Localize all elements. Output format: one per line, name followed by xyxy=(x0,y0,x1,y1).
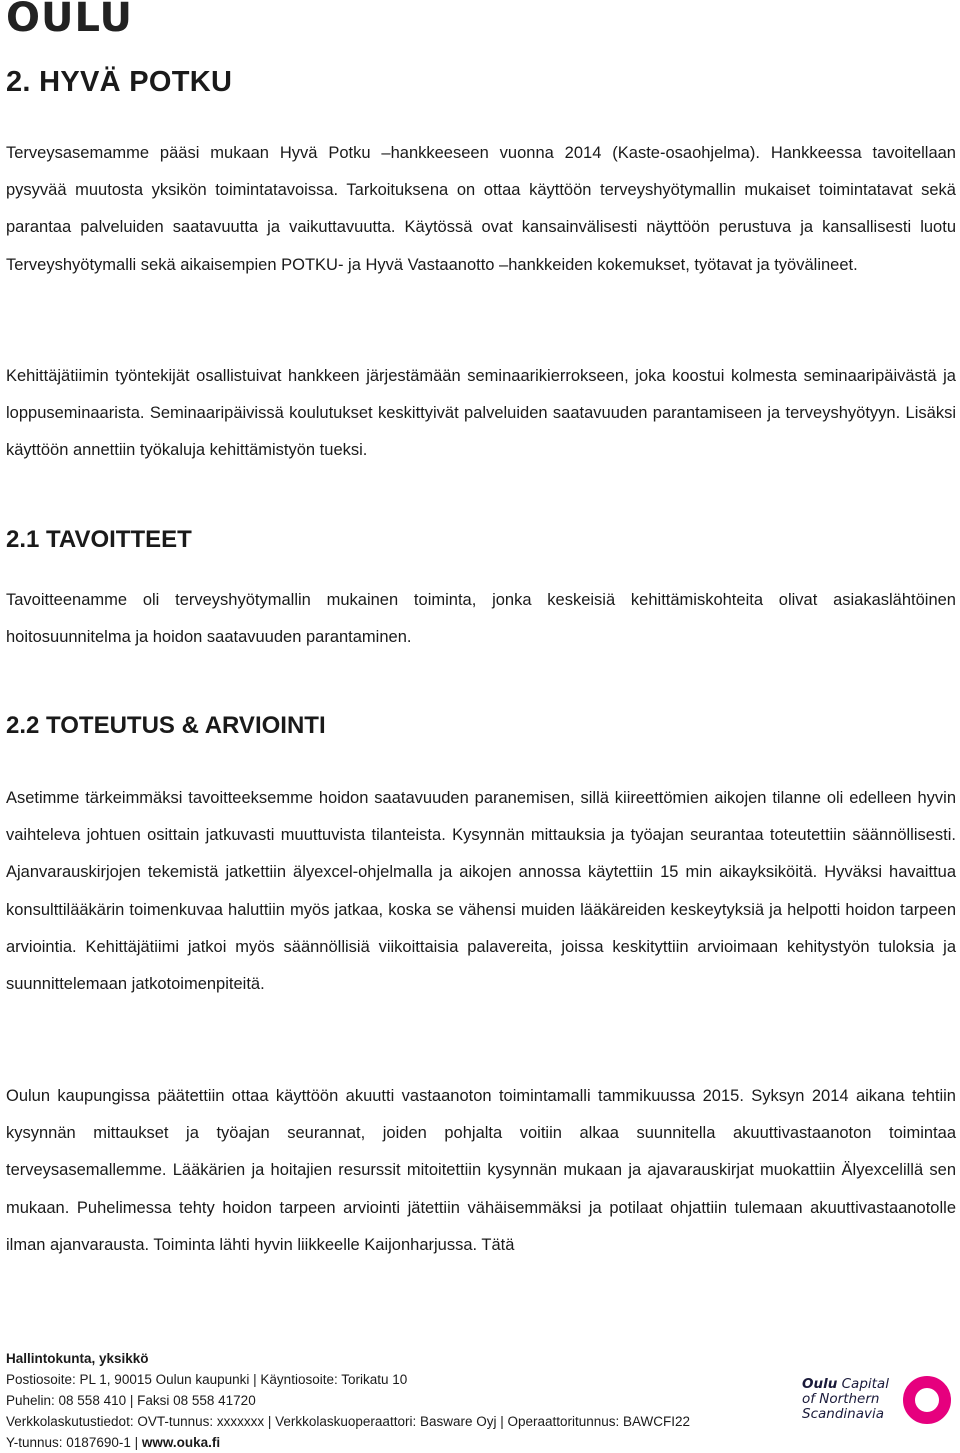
footer-phone: Puhelin: 08 558 410 | Faksi 08 558 41720 xyxy=(6,1393,256,1408)
brand-text xyxy=(802,1377,889,1422)
paragraph-seminars: Kehittäjätiimin työntekijät osallistuivat hankkeen järjestämään seminaarikierrokseen, joka koostui kolmesta seminaaripäivästä ja loppuseminaarista. Seminaaripäivissä koulutukset keskittyivät palveluiden saatavuuden parantamiseen ja terveyshyötyyn. Lisäksi käyttöön annettiin työkaluja kehittämistyön tueksi. xyxy=(6,367,956,460)
footer-address: Postiosoite: PL 1, 90015 Oulun kaupunki | Käyntiosoite: Torikatu 10 xyxy=(6,1372,408,1387)
paragraph-implementation: Asetimme tärkeimmäksi tavoitteeksemme hoidon saatavuuden paranemisen, sillä kiireettömien aikojen tilanne oli edelleen hyvin vaihteleva johtuen osittain jatkuvasti muuttuvista tilanteista. Kysynnän mittauksia ja työajan seurantaa toteutettiin säännöllisesti. Ajanvarauskirjojen tekemistä jatkettiin älyexcel-ohjelmalla ja aikojen annossa käytettiin 15 min aikayksiköitä. Hyväksi havaittua konsulttilääkärin toimenkuvaa haluttiin myös jatkaa, koska se vähensi muiden lääkäreiden keskeytyksiä ja helpotti hoidon tarpeen arviointia. Kehittäjätiimi jatkoi myös säännöllisiä viikoittaisia palavereita, joissa keskityttiin arvioimaan kehitystyön tuloksia ja suunnittelemaan jatkotoimenpiteitä. xyxy=(6,789,956,994)
brand-line1b: Capital xyxy=(837,1376,889,1392)
section-heading-goals: 2.1 TAVOITTEET xyxy=(6,526,192,553)
brand-logo xyxy=(802,1375,952,1431)
brand-line1: Oulu xyxy=(802,1376,838,1392)
paragraph-intro: Terveysasemamme pääsi mukaan Hyvä Potku –hankkeeseen vuonna 2014 (Kaste-osaohjelma). Hankkeessa tavoitellaan pysyvää muutosta yksikön toimintatavoissa. Tarkoituksena on ottaa käyttöön terveyshyötymallin mukaiset toimintatavat sekä parantaa palveluiden saatavuutta ja vaikuttavuutta. Käytössä ovat kansainvälisesti näyttöön perustuva ja kansallisesti luotu Terveyshyötymalli sekä aikaisempien POTKU- ja Hyvä Vastaanotto –hankkeiden kokemukset, työtavat ja työvälineet. xyxy=(6,144,956,274)
brand-line2: of Northern xyxy=(802,1391,880,1407)
footer-website-link[interactable]: www.ouka.fi xyxy=(141,1435,221,1450)
section-heading-implementation: 2.2 TOTEUTUS & ARVIOINTI xyxy=(6,712,326,739)
paragraph-acute-reception: Oulun kaupungissa päätettiin ottaa käyttöön akuutti vastaanoton toimintamalli tammikuussa 2015. Syksyn 2014 aikana tehtiin kysynnän mittaukset ja työajan seurannat, joiden pohjalta voitiin alkaa suunnitella akuuttivastaanoton toimintaa terveysasemallemme. Lääkärien ja hoitajien resurssit mitoitettiin kysynnän mukaan ja ajavarauskirjat muokattiin Älyexcelillä sen mukaan. Puhelimessa tehty hoidon tarpeen arviointi jätettiin vähäisemmäksi ja potilaat ohjattiin tulemaan akuuttivastaanotolle ilman ajanvarausta. Toiminta lähti hyvin liikkeelle Kaijonharjussa. Tätä xyxy=(6,1087,956,1254)
footer-ytunnus: Y-tunnus: 0187690-1 | xyxy=(6,1435,142,1450)
oulu-logo: OULU xyxy=(6,0,134,41)
brand-circle-icon xyxy=(902,1375,952,1425)
brand-line3: Scandinavia xyxy=(802,1406,884,1422)
page-title: 2. HYVÄ POTKU xyxy=(6,66,233,98)
footer-org: Hallintokunta, yksikkö xyxy=(6,1351,149,1366)
footer-einvoice: Verkkolaskutustiedot: OVT-tunnus: xxxxxxx | Verkkolaskuoperaattori: Basware Oyj | Operaattoritunnus: BAWCFI22 xyxy=(6,1414,691,1429)
paragraph-goals: Tavoitteenamme oli terveyshyötymallin mukainen toiminta, jonka keskeisiä kehittämiskohteita olivat asiakaslähtöinen hoitosuunnitelma ja hoidon saatavuuden parantaminen. xyxy=(6,591,956,647)
